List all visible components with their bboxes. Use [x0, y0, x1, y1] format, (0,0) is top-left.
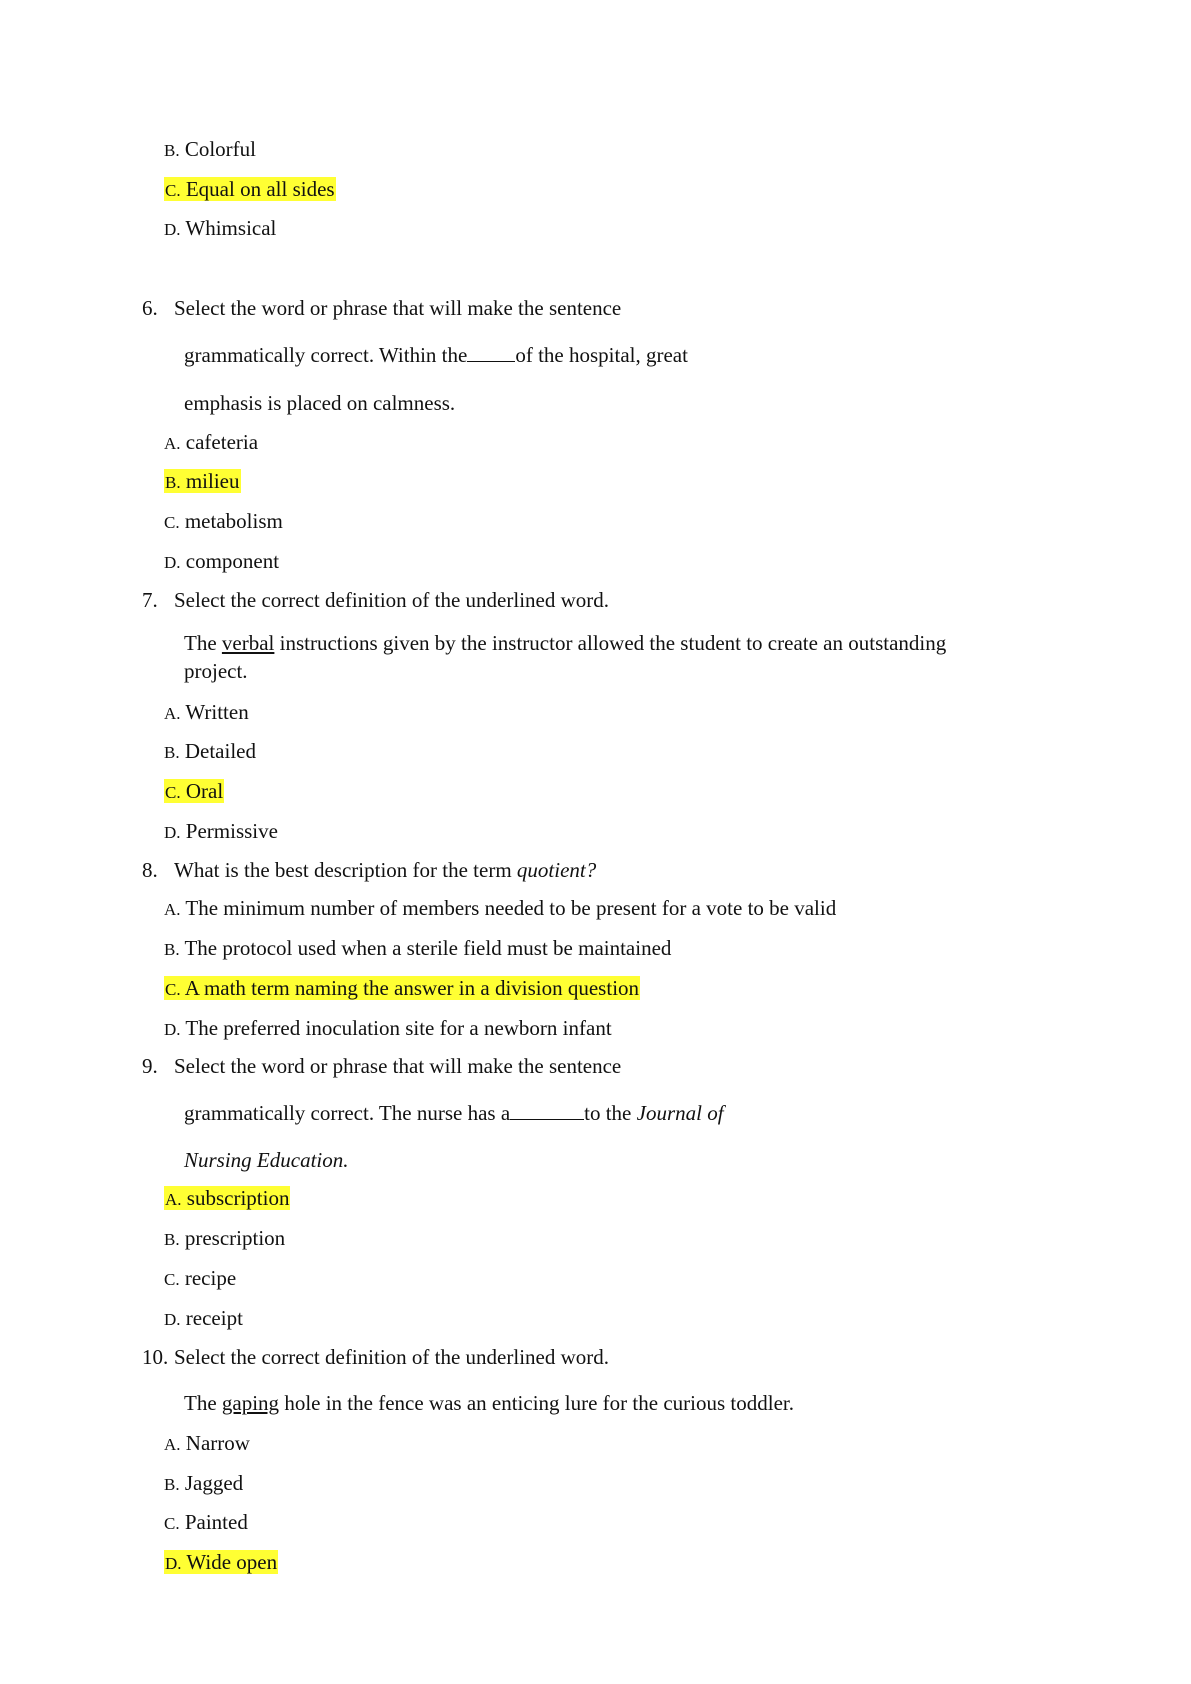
option-letter: A.: [164, 900, 181, 919]
option-letter: D.: [164, 220, 181, 239]
q8-option-c[interactable]: [164, 975, 640, 1003]
option-letter: A.: [164, 434, 181, 453]
q10-option-c[interactable]: [164, 1509, 248, 1537]
q9-line2-pre: grammatically correct. The nurse has a: [184, 1101, 511, 1125]
q7-sentence-pre: The: [184, 631, 222, 655]
option-letter: C.: [165, 181, 181, 200]
option-text: cafeteria: [185, 430, 259, 454]
q6-line2-pre: grammatically correct. Within the: [184, 343, 468, 367]
q9-journal-title-part1: Journal of: [636, 1101, 724, 1125]
q9-prompt-line3: [184, 1147, 349, 1173]
option-text: recipe: [184, 1266, 237, 1290]
option-letter: C.: [164, 1270, 180, 1289]
fill-blank: [467, 343, 515, 362]
q9-prompt-line2: [184, 1100, 724, 1126]
q7-option-b[interactable]: [164, 738, 256, 766]
q6-option-d[interactable]: [164, 548, 279, 576]
option-letter: D.: [165, 1554, 182, 1573]
option-text: Detailed: [184, 739, 256, 763]
q9-prompt-line1: Select the word or phrase that will make the sentence: [174, 1054, 622, 1078]
q10-option-d[interactable]: [164, 1549, 278, 1577]
option-text: The protocol used when a sterile field must be maintained: [184, 936, 672, 960]
option-text: component: [185, 549, 280, 573]
option-letter: D.: [164, 1020, 181, 1039]
q10-option-b[interactable]: [164, 1470, 243, 1498]
option-text: subscription: [186, 1186, 290, 1210]
option-letter: B.: [164, 743, 180, 762]
q10-prompt: Select the correct definition of the underlined word.: [174, 1345, 610, 1369]
correct-answer-highlight: [164, 976, 640, 1000]
underlined-word: verbal: [221, 631, 275, 655]
option-text: Jagged: [184, 1471, 244, 1495]
option-text: Oral: [185, 779, 224, 803]
option-text: milieu: [185, 469, 240, 493]
option-text: prescription: [184, 1226, 286, 1250]
q6-prompt-line2: [184, 342, 688, 368]
option-letter: D.: [164, 553, 181, 572]
option-letter: B.: [164, 1230, 180, 1249]
option-letter: C.: [165, 783, 181, 802]
q9-journal-title-part2: Nursing Education.: [184, 1148, 349, 1172]
underlined-word: gaping: [221, 1391, 280, 1415]
option-text: The minimum number of members needed to be present for a vote to be valid: [185, 896, 837, 920]
q10-sentence-post: hole in the fence was an enticing lure for the curious toddler.: [279, 1391, 794, 1415]
q8-number: 8.: [142, 858, 158, 882]
q7-prompt: Select the correct definition of the underlined word.: [174, 588, 610, 612]
q6-option-c[interactable]: [164, 508, 283, 536]
q5-option-c[interactable]: [164, 176, 336, 204]
q8-option-d[interactable]: [164, 1015, 612, 1043]
option-letter: A.: [165, 1190, 182, 1209]
q7-option-d[interactable]: [164, 818, 278, 846]
q9-option-c[interactable]: [164, 1265, 236, 1293]
correct-answer-highlight: [164, 779, 224, 803]
q6-prompt-line1: Select the word or phrase that will make the sentence: [174, 296, 622, 320]
q10-option-a[interactable]: [164, 1430, 250, 1458]
q7-option-c[interactable]: [164, 778, 224, 806]
correct-answer-highlight: [164, 1550, 278, 1574]
q7-sentence-post: instructions given by the instructor allowed the student to create an outstanding project.: [184, 631, 947, 683]
q8-term: quotient?: [516, 858, 597, 882]
option-letter: D.: [164, 1310, 181, 1329]
option-letter: B.: [164, 1475, 180, 1494]
q10-number: 10.: [142, 1345, 169, 1369]
option-letter: D.: [164, 823, 181, 842]
option-text: Whimsical: [185, 216, 277, 240]
q8-option-b[interactable]: [164, 935, 671, 963]
q7-option-a[interactable]: [164, 699, 249, 727]
option-letter: B.: [165, 473, 181, 492]
correct-answer-highlight: [164, 469, 241, 493]
q7-sentence: [184, 629, 984, 685]
option-text: Wide open: [186, 1550, 278, 1574]
option-letter: A.: [164, 704, 181, 723]
q8-prompt: [174, 857, 596, 883]
option-text: receipt: [185, 1306, 243, 1330]
q6-option-a[interactable]: [164, 429, 258, 457]
option-letter: B.: [164, 940, 180, 959]
q6-number: 6.: [142, 296, 158, 320]
option-text: A math term naming the answer in a division question: [184, 976, 640, 1000]
q9-line2-post: to the: [584, 1101, 637, 1125]
option-text: Narrow: [185, 1431, 250, 1455]
q6-line2-post: of the hospital, great: [515, 343, 688, 367]
q8-prompt-pre: What is the best description for the term: [174, 858, 517, 882]
q5-option-d[interactable]: [164, 215, 276, 243]
option-letter: A.: [164, 1435, 181, 1454]
option-text: Colorful: [184, 137, 257, 161]
q10-sentence-pre: The: [184, 1391, 222, 1415]
correct-answer-highlight: [164, 1186, 290, 1210]
option-text: Written: [185, 700, 249, 724]
option-text: metabolism: [184, 509, 283, 533]
option-letter: B.: [164, 141, 180, 160]
option-text: Permissive: [185, 819, 278, 843]
q5-option-b[interactable]: [164, 136, 256, 164]
q9-number: 9.: [142, 1054, 158, 1078]
option-letter: C.: [165, 980, 181, 999]
q9-option-d[interactable]: [164, 1305, 243, 1333]
q8-option-a[interactable]: [164, 895, 836, 923]
q6-prompt-line3: emphasis is placed on calmness.: [184, 391, 456, 415]
option-text: Equal on all sides: [185, 177, 335, 201]
option-text: The preferred inoculation site for a newborn infant: [185, 1016, 612, 1040]
q7-number: 7.: [142, 588, 158, 612]
option-letter: C.: [164, 513, 180, 532]
q9-option-b[interactable]: [164, 1225, 285, 1253]
fill-blank: [510, 1101, 584, 1120]
q10-sentence: [184, 1390, 794, 1416]
option-letter: C.: [164, 1514, 180, 1533]
correct-answer-highlight: [164, 177, 336, 201]
option-text: Painted: [184, 1510, 248, 1534]
q6-option-b[interactable]: [164, 468, 241, 496]
q9-option-a[interactable]: [164, 1185, 290, 1213]
